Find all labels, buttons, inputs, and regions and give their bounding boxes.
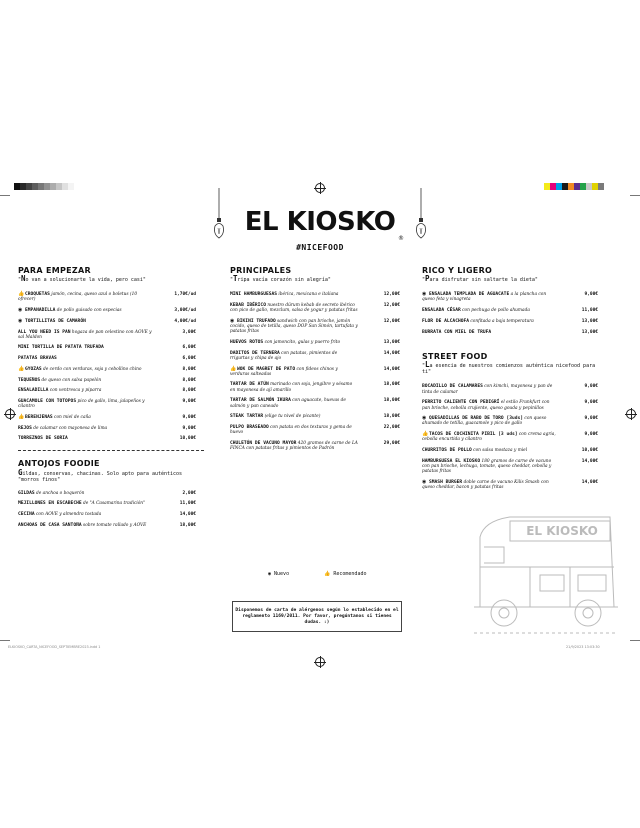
item-name: ALL YOU NEED IS PAN xyxy=(18,329,71,335)
item-name: CHULETÓN DE VACUNO MAYOR xyxy=(230,440,297,446)
menu-item xyxy=(230,319,400,335)
marker-icon: 👍 xyxy=(230,365,237,372)
item-price: 14,00€ xyxy=(179,512,196,518)
item-description: con crema agria, cebolla encurtida y cilantro xyxy=(422,432,556,443)
footer-file-info: ELKIOSKO_CARTA_NICEFOOD_SEPTIEMBRE2023.indd 1 xyxy=(8,645,101,649)
item-name: BURRATA CON MIEL DE TRUFA xyxy=(422,329,492,335)
menu-item xyxy=(422,480,598,490)
item-price: 18,00€ xyxy=(179,522,196,528)
item-description: 420 gramos de carne de LA FINCA con patatas fritas y pimientos de Padrón xyxy=(230,440,358,452)
item-price: 13,00€ xyxy=(383,339,400,345)
item-description: el estilo Frankfurt con pan brioche, cebolla crujiente, queso gouda y pepinillos xyxy=(422,400,550,411)
menu-item xyxy=(230,340,400,345)
column-right xyxy=(422,268,598,496)
item-name: HAMBURGUESA EL KIOSKO xyxy=(422,458,481,464)
menu-item xyxy=(230,382,400,392)
item-name: DADITOS DE TERNERA xyxy=(230,350,280,356)
section-antojos-foodie xyxy=(18,461,196,528)
footer-timestamp: 21/9/2023 13:03:30 xyxy=(566,645,600,649)
item-description: con fideos chinos y verduras salteadas xyxy=(230,366,338,377)
brand-logo: EL KIOSKO xyxy=(244,207,396,237)
item-description: jamón, cecina, queso azul o boletus (10 ofrecer) xyxy=(18,292,138,303)
item-description: con patata en dos texturas y gema de huevo xyxy=(230,424,352,436)
marker-icon: 👍 xyxy=(18,365,25,372)
item-name: WOK DE MAGRET DE PATO xyxy=(237,366,296,372)
menu-item xyxy=(18,512,196,517)
registration-mark-left xyxy=(5,409,15,419)
crop-mark xyxy=(0,195,10,196)
item-name: SMASH BURGER xyxy=(429,479,463,485)
item-description: con salsa mostaza y miel xyxy=(471,448,528,454)
section-title: PRINCIPALES xyxy=(230,266,292,275)
menu-list xyxy=(18,292,196,441)
item-description: con patatas, pimientos de rrigurtas y chipa de ajo xyxy=(230,350,338,361)
item-description: confitada a baja temperatura xyxy=(469,318,534,324)
item-price: 22,00€ xyxy=(383,424,400,430)
item-price: 11,00€ xyxy=(581,308,598,314)
item-price: 13,00€ xyxy=(581,329,598,335)
section-subtitle: "Tripa vacía corazón sin alegría" xyxy=(230,274,331,284)
item-name: TARTAR DE SALMÓN IKURA xyxy=(230,398,291,404)
item-description: de anchoa o boquerón xyxy=(34,490,85,496)
crop-mark xyxy=(0,640,10,641)
section-para-empezar xyxy=(18,268,196,441)
registration-mark-top xyxy=(315,183,325,193)
hanging-bulb-right-icon xyxy=(414,188,428,240)
legend-recommended: 👍 Recomendado xyxy=(324,571,367,577)
menu-item xyxy=(18,388,196,393)
item-price: 6,00€ xyxy=(182,356,196,362)
item-name: MINI HAMBURGUESAS xyxy=(230,292,278,298)
menu-item xyxy=(422,384,598,394)
item-name: TORREZNOS DE SORIA xyxy=(18,436,68,442)
item-description: sandwich con pan brioche, jamón cocido, queso de tetilla, queso DOP San Simón, tartufata y patatas fritas xyxy=(230,318,358,335)
color-swatch xyxy=(598,183,604,190)
marker-icon: ◉ xyxy=(422,291,427,298)
item-name: TACOS DE COCHINITA PIBIL [3 uds] xyxy=(429,432,518,438)
menu-item xyxy=(422,459,598,475)
item-description: con ventresca y piparra xyxy=(48,388,102,394)
item-price: 11,00€ xyxy=(179,501,196,507)
marker-icon: ◉ xyxy=(230,317,235,324)
item-price: 8,00€ xyxy=(182,388,196,394)
item-description: con AOVE y almendra tostada xyxy=(34,512,102,518)
item-price: 9,00€ xyxy=(182,414,196,420)
menu-item xyxy=(422,319,598,324)
section-subtitle: "La esencia de nuestros comienzos auténtica nicefood para ti" xyxy=(422,360,596,376)
item-description: de "A Casamarina tradición" xyxy=(81,501,146,507)
color-swatch xyxy=(68,183,74,190)
menu-item xyxy=(18,426,196,431)
item-name: ENSALADILLA xyxy=(18,388,49,394)
registration-mark-bottom xyxy=(315,657,325,667)
item-name: GUACAMOLE CON TOTOPOS xyxy=(18,398,77,404)
marker-icon: ◉ xyxy=(422,478,427,485)
menu-item xyxy=(230,351,400,361)
menu-item xyxy=(422,416,598,426)
menu-item xyxy=(18,491,196,496)
menu-item xyxy=(422,432,598,442)
item-name: ENSALADA CÉSAR xyxy=(422,308,461,314)
item-name: CECINA xyxy=(18,512,35,518)
item-description: de cerdo con verduras, soja y cebollino chino xyxy=(41,366,142,372)
item-name: REJOS xyxy=(18,425,32,431)
item-price: 12,00€ xyxy=(383,292,400,298)
item-price: 18,00€ xyxy=(383,414,400,420)
item-price: 3,00€ xyxy=(182,329,196,335)
legend xyxy=(268,571,398,577)
brand-tagline: #NICEFOOD xyxy=(296,243,344,252)
section-title: RICO Y LIGERO xyxy=(422,266,493,275)
item-price: 14,00€ xyxy=(581,458,598,464)
item-price: 13,00€ xyxy=(581,318,598,324)
item-name: ANCHOAS DE CASA SANTOÑA xyxy=(18,522,82,528)
item-name: FLOR DE ALCACHOFA xyxy=(422,318,470,324)
item-description: de pollo guisado con especias xyxy=(55,308,122,314)
menu-item xyxy=(18,330,196,340)
menu-item xyxy=(18,399,196,409)
item-price: 2,00€ xyxy=(182,490,196,496)
marker-icon: 👍 xyxy=(18,413,25,420)
item-description: hogaza de pan celestino con AOVE y sal Maldon xyxy=(18,329,152,340)
item-price: 18,00€ xyxy=(383,382,400,388)
menu-item xyxy=(18,367,196,372)
section-title: ANTOJOS FOODIE xyxy=(18,459,100,469)
gray-color-bar xyxy=(14,183,74,190)
item-name: KEBAB IBÉRICO xyxy=(230,302,266,308)
marker-icon: ◉ xyxy=(18,307,23,314)
section-subtitle: Gildas, conservas, chacinas. Solo apto para auténticos "morros finos" xyxy=(18,467,183,483)
item-name: HUEVOS ROTOS xyxy=(230,339,264,345)
menu-item xyxy=(18,292,196,302)
item-description: (elige tu nivel de picante) xyxy=(263,414,321,420)
item-price: 9,00€ xyxy=(584,416,598,422)
item-name: BERENJENAS xyxy=(25,414,53,420)
crop-mark xyxy=(630,640,640,641)
item-price: 9,00€ xyxy=(584,432,598,438)
menu-item xyxy=(230,398,400,408)
menu-item xyxy=(18,378,196,383)
item-price: 12,00€ xyxy=(383,302,400,308)
section-divider xyxy=(18,450,204,451)
item-name: MEJILLONES EN ESCABECHE xyxy=(18,501,82,507)
menu-item xyxy=(18,436,196,441)
section-title: PARA EMPEZAR xyxy=(18,266,91,275)
menu-item xyxy=(230,292,400,297)
item-name: QUESADILLAS DE RABO DE TORO [3uds] xyxy=(429,416,524,422)
item-price: 12,00€ xyxy=(383,318,400,324)
menu-item xyxy=(18,501,196,506)
menu-list xyxy=(230,292,400,451)
menu-item xyxy=(422,400,598,410)
menu-item xyxy=(230,303,400,313)
menu-item xyxy=(18,319,196,324)
item-price: 9,00€ xyxy=(182,425,196,431)
menu-item xyxy=(230,414,400,419)
menu-item xyxy=(422,330,598,335)
item-price: 14,00€ xyxy=(383,366,400,372)
section-subtitle: "Para disfrutar sin saltarte la dieta" xyxy=(422,274,538,284)
menu-item xyxy=(18,415,196,420)
menu-item xyxy=(422,308,598,313)
menu-item xyxy=(18,345,196,350)
food-van-illustration-icon xyxy=(470,507,618,647)
menu-list xyxy=(18,491,196,528)
registered-mark: ® xyxy=(398,235,404,242)
item-name: CROQUETAS xyxy=(25,292,50,298)
allergen-notice: Disponemos de carta de alérgenos según lo establecido en el reglamento 1169/2011. Por favor, pregúntanos si tienes dudas. :) xyxy=(232,601,402,632)
marker-icon: ◉ xyxy=(18,317,23,324)
item-name: MINI TORTILLA DE PATATA TRUFADA xyxy=(18,345,104,351)
column-left xyxy=(18,268,196,533)
item-price: 14,00€ xyxy=(581,479,598,485)
marker-icon: 👍 xyxy=(422,431,429,438)
crop-mark xyxy=(630,195,640,196)
item-name: TEQUEÑOS xyxy=(18,377,41,383)
section-title: STREET FOOD xyxy=(422,352,488,362)
hanging-bulb-left-icon xyxy=(212,188,226,240)
item-description: de queso con salsa papelón xyxy=(40,377,102,383)
process-color-bar xyxy=(544,183,604,190)
item-description: con kimchi, mayonesa y pan de tinta de calamar xyxy=(422,384,553,395)
marker-icon: 👍 xyxy=(18,291,25,298)
item-name: BIKINI TRUFADO xyxy=(237,318,276,324)
item-name: BOCADILLO DE CALAMARES xyxy=(422,384,483,390)
item-description: de calamar con mayonesa de lima xyxy=(31,425,108,431)
item-description: con miel de caña xyxy=(52,414,91,420)
item-name: CHURRITOS DE POLLO xyxy=(422,448,472,454)
item-description: con queso ahumado de tetilla, guacamole y pico de gallo xyxy=(422,416,547,427)
menu-item xyxy=(18,308,196,313)
item-description: con aguacate, huevas de salmón y pan caneado xyxy=(230,398,346,409)
item-description: a la plancha con queso feta y vinagreta xyxy=(422,292,547,303)
item-price: 8,00€ xyxy=(182,366,196,372)
item-price: 9,00€ xyxy=(182,398,196,404)
registration-mark-right xyxy=(626,409,636,419)
item-price: 9,00€ xyxy=(584,400,598,406)
item-price: 8,00€ xyxy=(182,377,196,383)
item-description: pico de gallo, lima, jalapeños y cilantro xyxy=(18,398,145,410)
item-name: PERRITO CALIENTE CON PEDIGRÍ xyxy=(422,400,500,406)
item-price: 6,00€ xyxy=(182,345,196,351)
item-description: con pechuga de pollo ahumada xyxy=(460,308,530,314)
item-description: doble carne de vacuno Kilis Smash con queso cheddar, bacon y patatas fritas xyxy=(422,479,549,491)
item-description: marinado con soja, jengibre y sésamo en mayonesa de ají amarillo xyxy=(230,382,353,393)
item-description: sobre tomate rallado y AOVE xyxy=(81,522,147,528)
menu-item xyxy=(422,292,598,302)
van-sign-text: EL KIOSKO xyxy=(526,524,598,538)
menu-item xyxy=(422,448,598,453)
item-price: 18,00€ xyxy=(383,398,400,404)
item-name: TORTILLITAS DE CAMARÓN xyxy=(25,318,86,324)
item-name: ENSALADA TEMPLADA DE AGUACATE xyxy=(429,292,510,298)
item-description: ibérica, mexicana e italiana xyxy=(277,292,339,298)
item-price: 3,00€/ud xyxy=(174,308,196,314)
menu-list xyxy=(422,292,598,335)
item-price: 9,00€ xyxy=(584,292,598,298)
menu-item xyxy=(18,356,196,361)
item-price: 10,00€ xyxy=(581,448,598,454)
item-price: 14,00€ xyxy=(383,350,400,356)
item-name: PATATAS BRAVAS xyxy=(18,356,57,362)
item-name: PULPO BRASEADO xyxy=(230,424,269,430)
item-name: GYOZAS xyxy=(25,366,42,372)
section-subtitle: "No van a solucionarte la vida, pero casi" xyxy=(18,274,146,284)
item-price: 1,70€/ud xyxy=(174,292,196,298)
item-price: 10,00€ xyxy=(179,436,196,442)
item-name: TARTAR DE ATÚN xyxy=(230,382,269,388)
item-name: GILDAS xyxy=(18,490,35,496)
column-middle xyxy=(230,268,400,457)
item-description: nuestro dürum kebab de secreto ibérico con pico de gallo, mezclum, salsa de yogur y patatas fritas xyxy=(230,302,358,314)
menu-item xyxy=(18,523,196,528)
item-price: 29,00€ xyxy=(383,440,400,446)
item-price: 4,00€/ud xyxy=(174,318,196,324)
menu-item xyxy=(230,425,400,435)
marker-icon: ◉ xyxy=(422,415,427,422)
item-price: 9,00€ xyxy=(584,384,598,390)
menu-item xyxy=(230,441,400,451)
item-description: 180 gramos de carne de vacuno con pan brioche, lechuga, tomate, queso cheddar, cebolla y patatas fritas xyxy=(422,458,552,475)
item-name: STEAK TARTAR xyxy=(230,414,264,420)
legend-new: ◉ Nuevo xyxy=(268,571,290,577)
menu-item xyxy=(230,367,400,377)
item-description: con jamoncito, gulas y puerro frito xyxy=(263,339,341,345)
menu-list xyxy=(422,384,598,490)
item-name: EMPANADILLA xyxy=(25,308,56,314)
